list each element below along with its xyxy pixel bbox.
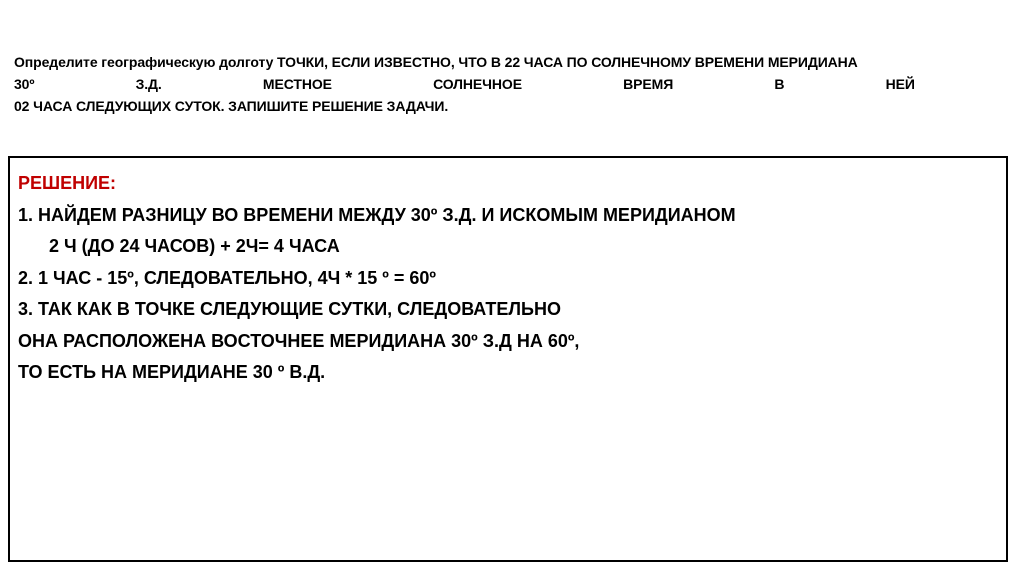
solution-line: 1. НАЙДЕМ РАЗНИЦУ ВО ВРЕМЕНИ МЕЖДУ 30º З.Д. И ИСКОМЫМ МЕРИДИАНОМ — [18, 204, 736, 225]
task-line-2 — [14, 73, 1016, 95]
task-word: МЕСТНОЕ — [262, 76, 332, 92]
task-statement — [14, 51, 1016, 117]
solution-heading: РЕШЕНИЕ: — [18, 173, 117, 193]
task-line-1: Определите географическую долготу ТОЧКИ, ЕСЛИ ИЗВЕСТНО, ЧТО В 22 ЧАСА ПО СОЛНЕЧНОМУ ВРЕМЕНИ МЕРИДИАНА — [14, 54, 858, 70]
solution-line: 3. ТАК КАК В ТОЧКЕ СЛЕДУЮЩИЕ СУТКИ, СЛЕДОВАТЕЛЬНО — [18, 299, 561, 319]
task-line-3: 02 ЧАСА СЛЕДУЮЩИХ СУТОК. ЗАПИШИТЕ РЕШЕНИЕ ЗАДАЧИ. — [14, 98, 449, 114]
task-word: З.Д. — [135, 76, 162, 92]
solution-line: ОНА РАСПОЛОЖЕНА ВОСТОЧНЕЕ МЕРИДИАНА 30º З.Д НА 60º, — [18, 330, 580, 351]
task-word: НЕЙ — [885, 76, 915, 92]
solution-line: ТО ЕСТЬ НА МЕРИДИАНЕ 30 º В.Д. — [18, 362, 326, 382]
task-word: ВРЕМЯ — [623, 76, 674, 92]
solution-box — [8, 156, 1008, 562]
task-word: СОЛНЕЧНОЕ — [433, 76, 522, 92]
solution-content — [18, 168, 736, 389]
solution-line: 2. 1 ЧАС - 15º, СЛЕДОВАТЕЛЬНО, 4Ч * 15 º = 60º — [18, 267, 436, 288]
solution-line: 2 Ч (ДО 24 ЧАСОВ) + 2Ч= 4 ЧАСА — [49, 236, 340, 256]
task-word: 30º — [14, 76, 35, 92]
task-word: В — [774, 76, 785, 92]
